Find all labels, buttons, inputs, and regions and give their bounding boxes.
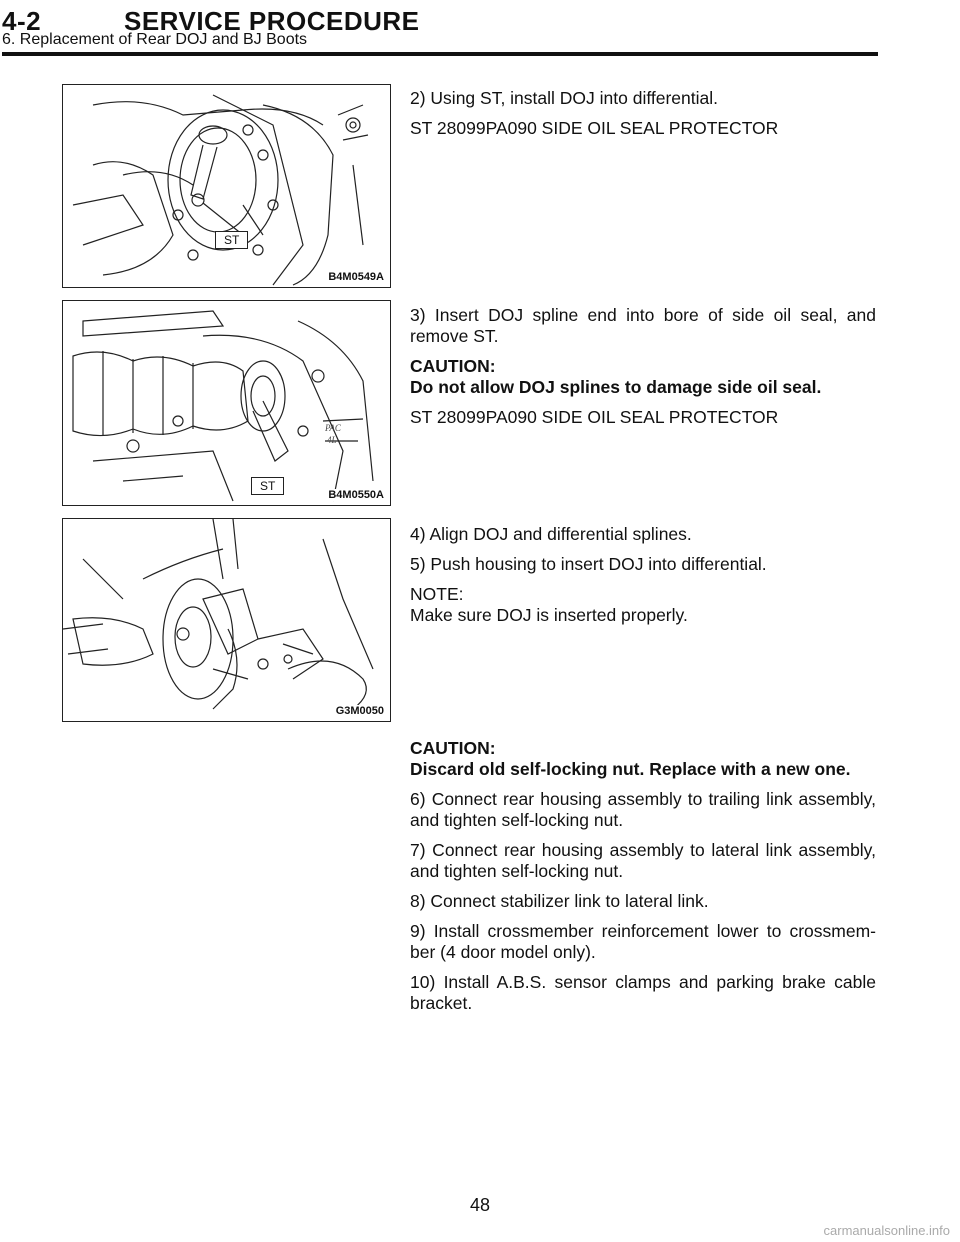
step-10: 10) Install A.B.S. sensor clamps and parking brake cable bracket. <box>410 972 876 1013</box>
header-rule <box>2 52 878 56</box>
step-5: 5) Push housing to insert DOJ into differential. <box>410 554 767 574</box>
st-callout: ST <box>215 231 248 249</box>
step-4: 4) Align DOJ and differential splines. <box>410 524 692 544</box>
step-8: 8) Connect stabilizer link to lateral link. <box>410 891 709 911</box>
svg-text:4L: 4L <box>327 435 337 445</box>
note-title: NOTE: <box>410 584 464 604</box>
figure-g3m0050 <box>62 518 391 722</box>
step-6: 6) Connect rear housing assembly to trailing link assembly, and tighten self-locking nut. <box>410 789 876 830</box>
figure-code: B4M0549A <box>328 271 384 283</box>
section-title: SERVICE PROCEDURE <box>124 6 420 36</box>
page-number: 48 <box>469 1195 491 1215</box>
step-3: 3) Insert DOJ spline end into bore of side oil seal, and remove ST. <box>410 305 876 346</box>
text-block-step2 <box>410 88 876 139</box>
subsection-title: 6. Replacement of Rear DOJ and BJ Boots <box>2 31 308 48</box>
page-header <box>2 0 958 54</box>
caution-text: Discard old self-locking nut. Replace with a new one. <box>410 759 851 779</box>
st-callout: ST <box>251 477 284 495</box>
caution-title: CAUTION: <box>410 738 496 758</box>
doj-insertion-illustration <box>63 301 391 506</box>
step-7: 7) Connect rear housing assembly to lateral link assembly, and tighten self-locking nut. <box>410 840 876 881</box>
text-block-steps6-10 <box>410 738 876 1014</box>
rear-brake-illustration <box>63 519 391 722</box>
section-number: 4-2 <box>2 6 42 36</box>
caution-text: Do not allow DOJ splines to damage side oil seal. <box>410 377 822 397</box>
text-block-steps4-5 <box>410 524 876 626</box>
special-tool: ST 28099PA090 SIDE OIL SEAL PROTECTOR <box>410 407 779 427</box>
figure-b4m0549a <box>62 84 391 288</box>
figure-code: B4M0550A <box>328 489 384 501</box>
figure-b4m0550a <box>62 300 391 506</box>
note-text: Make sure DOJ is inserted properly. <box>410 605 688 625</box>
special-tool: ST 28099PA090 SIDE OIL SEAL PROTECTOR <box>410 118 779 138</box>
step-2: 2) Using ST, install DOJ into differential. <box>410 88 719 108</box>
svg-text:PAC: PAC <box>325 423 341 433</box>
differential-illustration <box>63 85 391 288</box>
text-block-step3 <box>410 305 876 428</box>
figure-code: G3M0050 <box>335 705 384 717</box>
caution-title: CAUTION: <box>410 356 496 376</box>
step-9: 9) Install crossmember reinforcement lower to crossmem-ber (4 door model only). <box>410 921 876 962</box>
footer-watermark[interactable]: carmanualsonline.info <box>823 1223 950 1238</box>
